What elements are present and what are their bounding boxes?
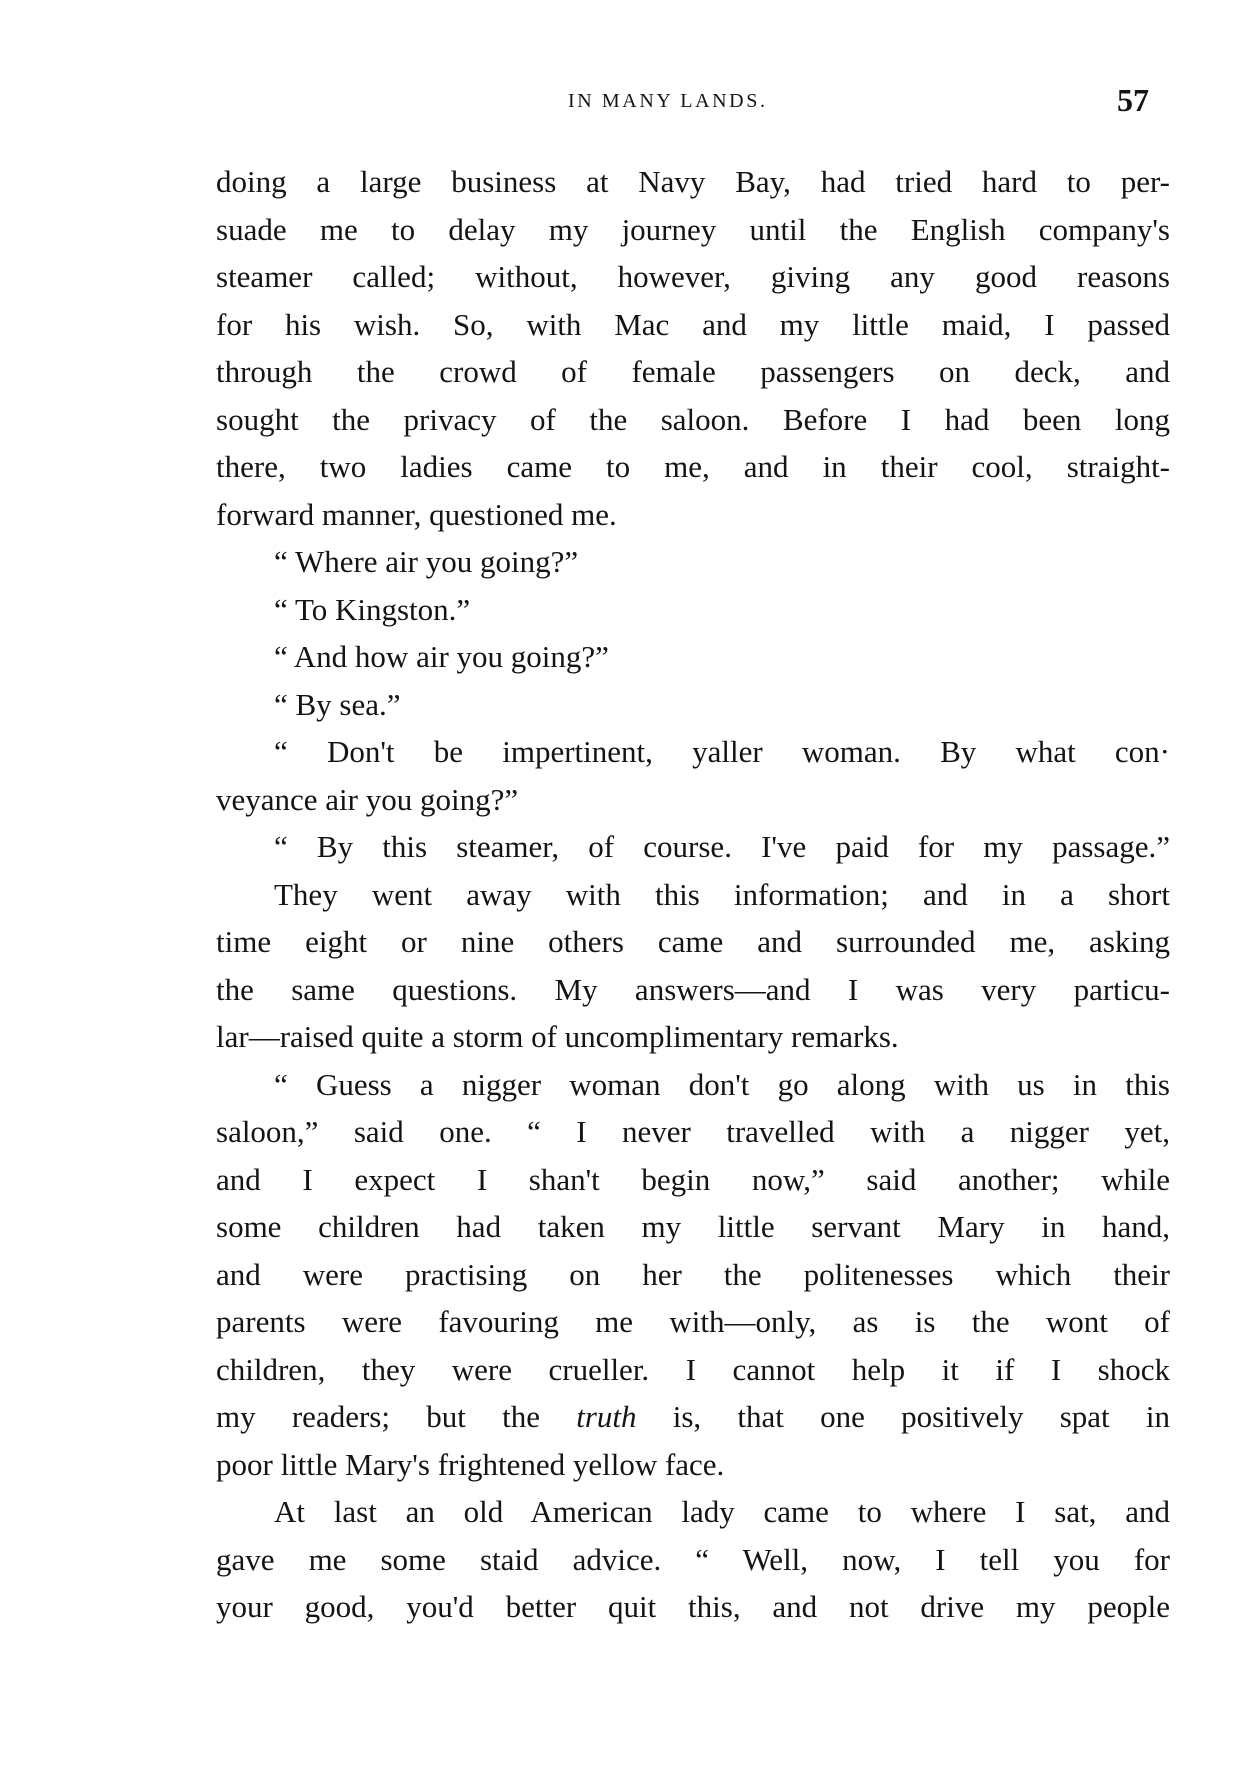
text-line: the same questions. My answers—and I was very particu- (216, 971, 1170, 1007)
emphasized-word: truth (576, 1399, 637, 1434)
dialogue-line: “ And how air you going?” (274, 639, 609, 674)
text-line: sought the privacy of the saloon. Before I had been long (216, 401, 1170, 437)
text-line: and I expect I shan't begin now,” said another; while (216, 1161, 1170, 1197)
text-line: parents were favouring me with—only, as is the wont of (216, 1304, 1170, 1339)
text-line: doing a large business at Navy Bay, had tried hard to per- (216, 164, 1170, 199)
body-text (216, 158, 1170, 1631)
text-line: lar—raised quite a storm of uncomplimentary remarks. (216, 1019, 899, 1054)
text-line: They went away with this information; and in a short (274, 876, 1170, 912)
text-line: your good, you'd better quit this, and not drive my people (216, 1589, 1170, 1624)
dialogue-line: “ To Kingston.” (274, 591, 471, 627)
text-line: some children had taken my little servant Mary in hand, (216, 1209, 1170, 1244)
text-line (216, 1393, 1170, 1441)
text-line: forward manner, questioned me. (216, 496, 617, 532)
dialogue-line: “ By sea.” (274, 686, 401, 722)
text-line: time eight or nine others came and surrounded me, asking (216, 924, 1170, 959)
text-line: saloon,” said one. “ I never travelled with a nigger yet, (216, 1114, 1170, 1149)
dialogue-line: “ Where air you going?” (274, 544, 579, 579)
text-line: gave me some staid advice. “ Well, now, I tell you for (216, 1541, 1170, 1577)
text-line: there, two ladies came to me, and in their cool, straight- (216, 449, 1170, 484)
page-number: 57 (1117, 82, 1149, 118)
text-line: suade me to delay my journey until the English company's (216, 211, 1170, 247)
running-head (0, 82, 1255, 122)
text-line: children, they were crueller. I cannot help it if I shock (216, 1351, 1170, 1387)
text-line: through the crowd of female passengers on deck, and (216, 354, 1170, 389)
text-segment: is, that one positively spat in (672, 1399, 1170, 1434)
text-line: “ Guess a nigger woman don't go along with us in this (274, 1066, 1170, 1102)
text-segment: my readers; but the (216, 1399, 540, 1434)
text-line: poor little Mary's frightened yellow face. (216, 1446, 725, 1482)
text-line: for his wish. So, with Mac and my little maid, I passed (216, 306, 1170, 342)
dialogue-line: “ Don't be impertinent, yaller woman. By what con· (274, 734, 1170, 769)
running-title: IN MANY LANDS. (568, 90, 768, 112)
text-line: At last an old American lady came to where I sat, and (274, 1494, 1170, 1529)
text-line: steamer called; without, however, giving any good reasons (216, 259, 1170, 294)
dialogue-line: “ By this steamer, of course. I've paid for my passage.” (274, 829, 1170, 864)
text-line: and were practising on her the politenesses which their (216, 1256, 1170, 1292)
dialogue-line: veyance air you going?” (216, 781, 519, 817)
